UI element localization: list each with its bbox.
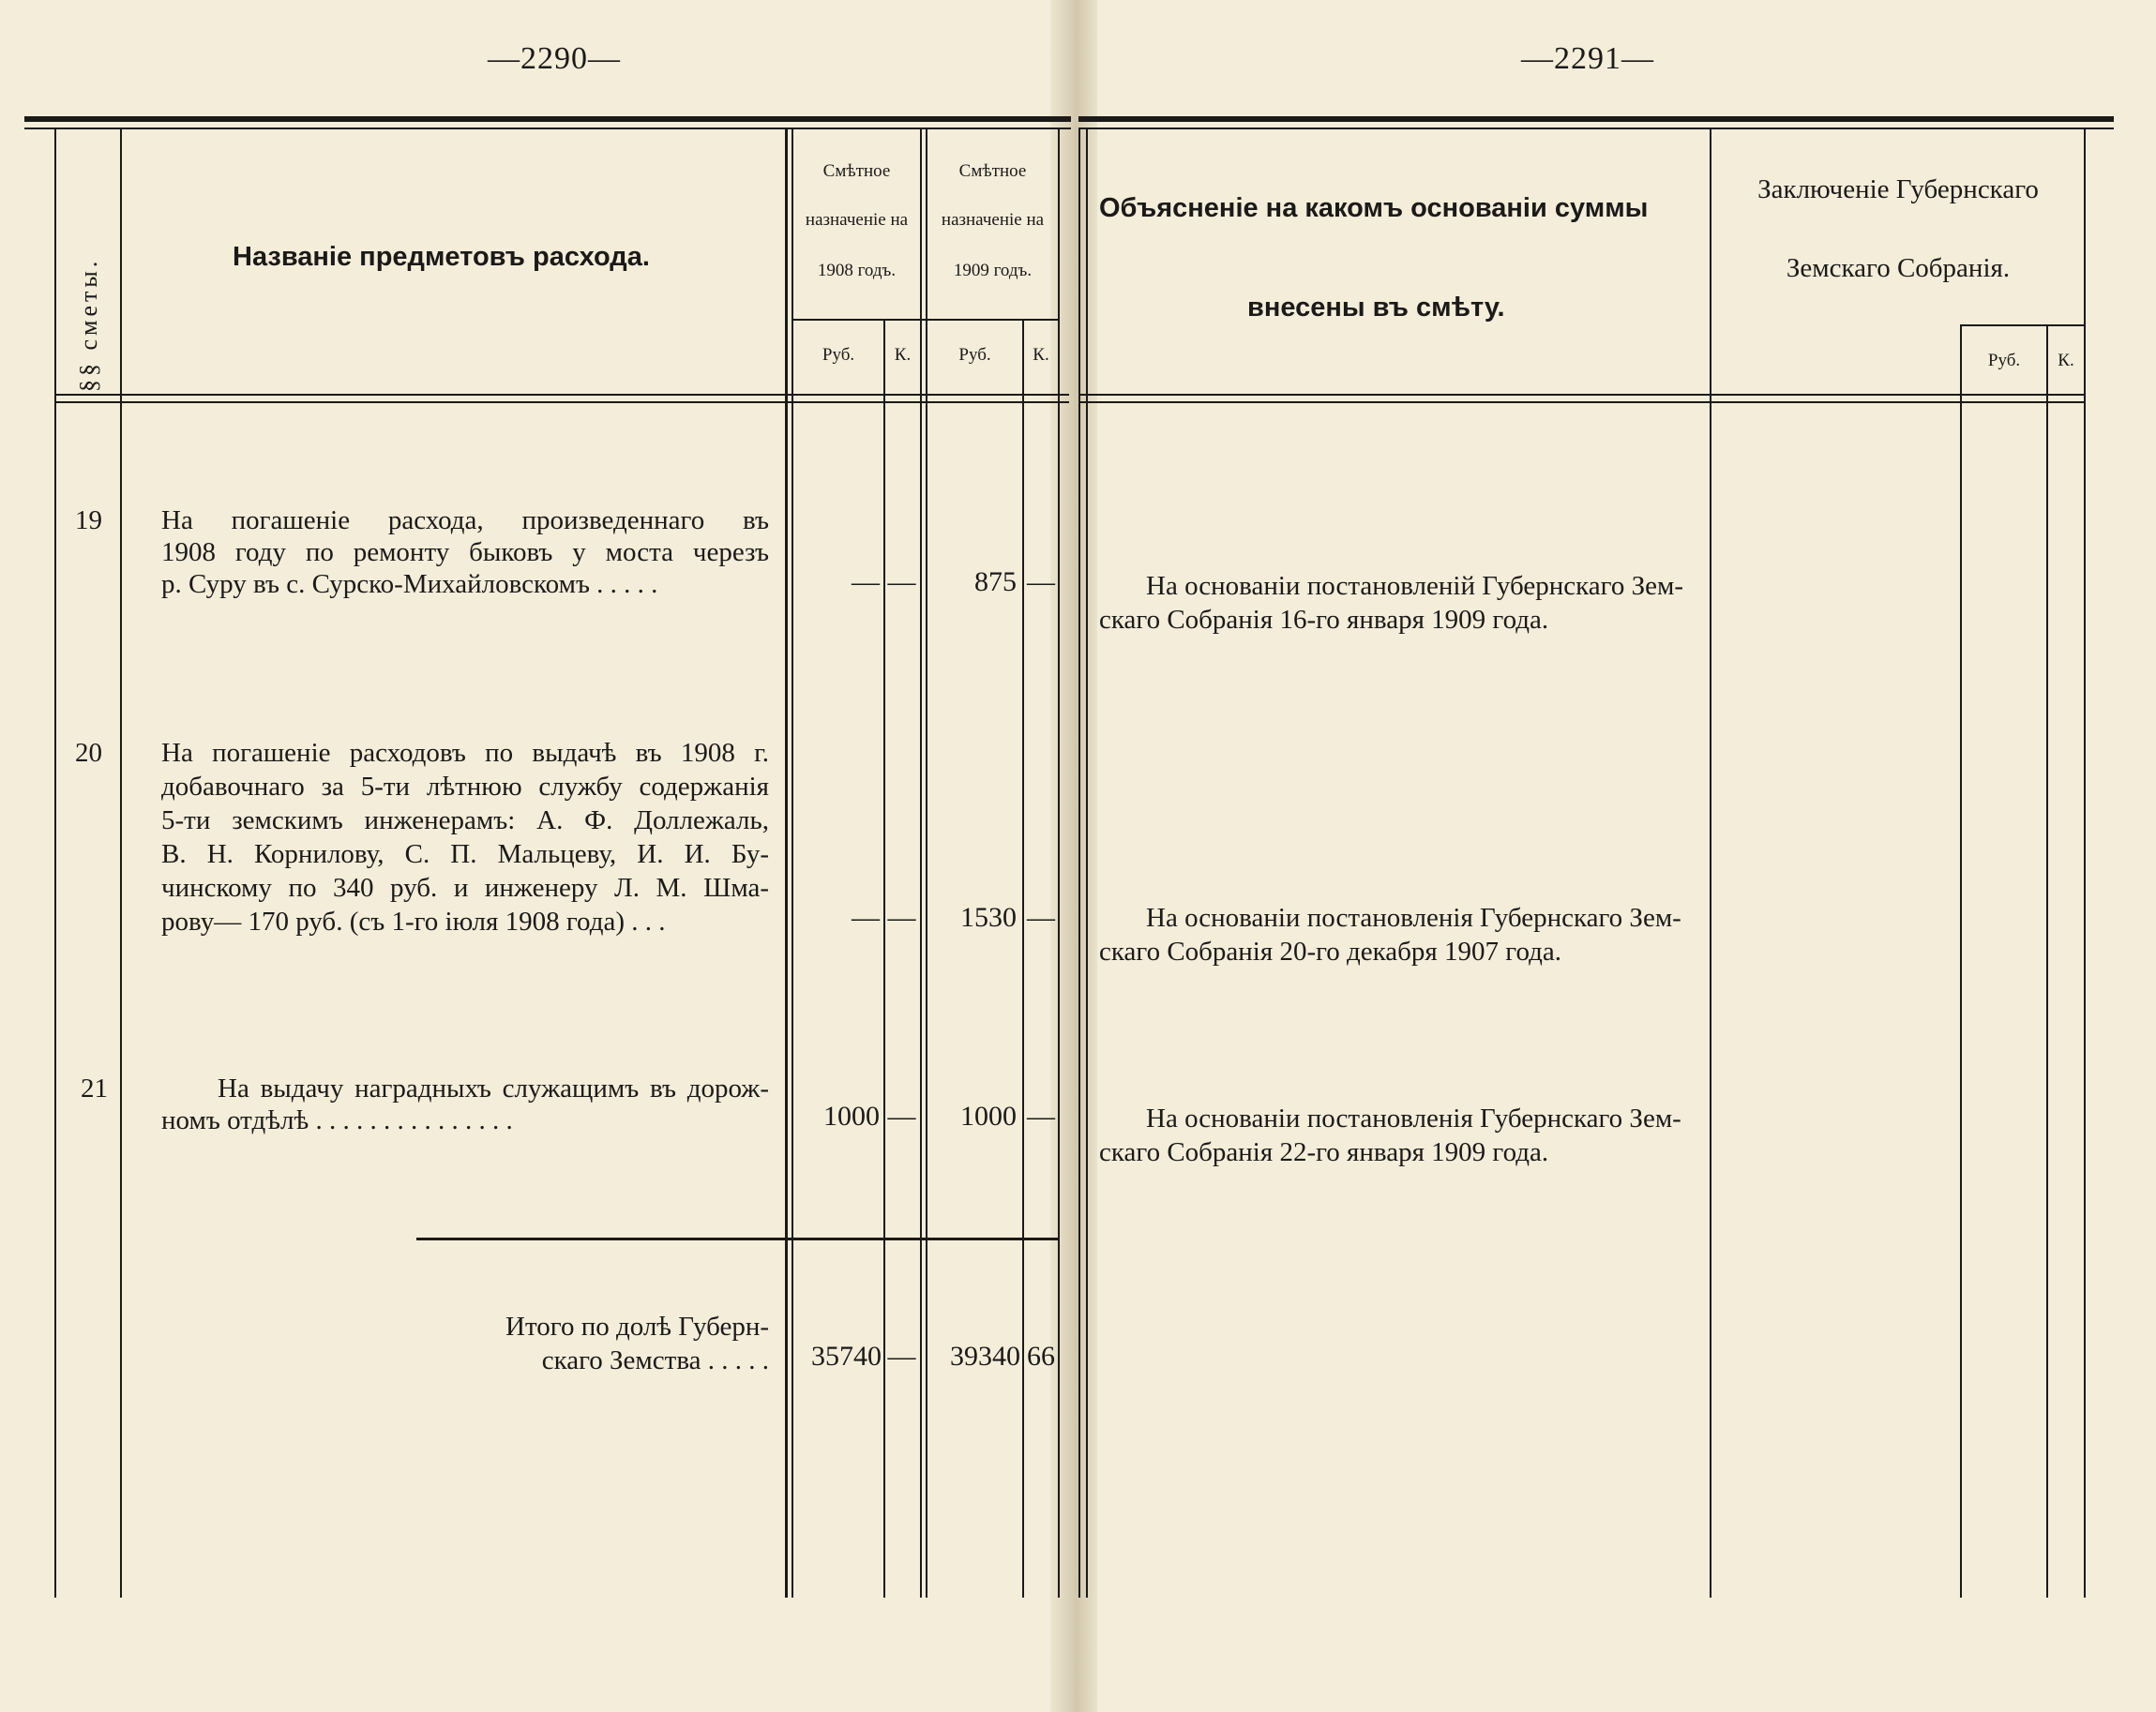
header-item-name: Названіе предметовъ расхода. — [233, 242, 650, 272]
left-header-rule — [54, 394, 1069, 396]
header-1908-line3: 1908 годъ. — [817, 261, 897, 280]
left-page-number: —2290— — [488, 41, 621, 76]
row-21-number: 21 — [81, 1074, 108, 1104]
total-kop-1908: — — [887, 1341, 916, 1372]
explanation-21-line2: скаго Собранія 22-го января 1909 года. — [1099, 1137, 1549, 1167]
header-1909-kop: К. — [1033, 345, 1049, 365]
row-21-line2: номъ отдѣлѣ . . . . . . . . . . . . . . . — [161, 1105, 513, 1135]
left-top-rule — [24, 116, 1071, 122]
row-20-line3: 5-ти земскимъ инженерамъ: А. Ф. Доллежаль, — [161, 805, 769, 835]
right-header-rule-2 — [1078, 401, 2086, 403]
row-20-rub-1909: 1530 — [960, 902, 1017, 933]
row-19-rub-1909: 875 — [974, 566, 1017, 597]
right-right-border — [2084, 128, 2086, 1598]
col-divider-1908 — [920, 128, 922, 1598]
col-divider-conclusion-rub — [1960, 324, 1962, 1598]
row-20-number: 20 — [75, 738, 102, 768]
explanation-21-line1: На основаніи постановленія Губернскаго Зем- — [1146, 1104, 1681, 1134]
header-conclusion-rub: Руб. — [1987, 351, 2021, 370]
col-divider-num — [120, 128, 122, 1598]
right-left-border-2 — [1086, 128, 1088, 1598]
row-19-line2: 1908 году по ремонту быковъ у моста черезъ — [161, 537, 769, 567]
header-1909-rub: Руб. — [958, 345, 991, 365]
left-header-rule-2 — [54, 401, 1069, 403]
total-line2: скаго Земства . . . . . — [541, 1345, 769, 1375]
col-divider-item — [785, 128, 788, 1598]
header-1909-line3: 1909 годъ. — [953, 261, 1033, 280]
right-header-rule — [1078, 394, 2086, 396]
col-divider-explanation — [1710, 128, 1711, 1598]
row-19-kop-1908: — — [887, 566, 916, 597]
right-top-rule — [1078, 116, 2114, 122]
row-20-line1: На погашеніе расходовъ по выдачѣ въ 1908 г. — [161, 738, 769, 768]
header-section: §§ сметы. — [75, 257, 102, 392]
row-21-kop-1908: — — [887, 1101, 916, 1132]
right-left-border — [1078, 128, 1080, 1598]
row-21-kop-1909: — — [1027, 1101, 1055, 1132]
explanation-19-line2: скаго Собранія 16-го января 1909 года. — [1099, 605, 1549, 635]
header-1908-line1: Смѣтное — [822, 161, 891, 181]
header-conclusion-line2: Земскаго Собранія. — [1786, 253, 2011, 283]
total-rub-1908: 35740 — [811, 1341, 882, 1372]
explanation-20-line2: скаго Собранія 20-го декабря 1907 года. — [1099, 937, 1561, 967]
row-19-number: 19 — [75, 505, 102, 535]
row-21-rub-1908: 1000 — [823, 1101, 880, 1132]
left-right-border — [1058, 128, 1060, 1598]
left-border — [54, 128, 56, 1598]
row-20-rub-1908: — — [852, 902, 880, 933]
header-1909-line2: назначеніе на — [941, 210, 1045, 230]
right-top-rule-thin — [1078, 128, 2114, 129]
total-rule — [416, 1238, 1060, 1240]
row-20-line6: рову— 170 руб. (съ 1-го іюля 1908 года) . . . — [161, 907, 666, 937]
right-page-number: —2291— — [1521, 41, 1654, 76]
row-20-line5: чинскому по 340 руб. и инженеру Л. М. Шма- — [161, 873, 769, 903]
row-19-line3: р. Суру въ с. Сурско-Михайловскомъ . . . . . — [161, 569, 658, 599]
total-kop-1909: 66 — [1027, 1341, 1055, 1372]
header-1908-line2: назначеніе на — [805, 210, 909, 230]
rub-kop-rule — [792, 319, 1059, 321]
header-explanation-line2: внесены въ смѣту. — [1247, 293, 1505, 323]
right-rub-kop-rule — [1960, 324, 2085, 326]
row-19-kop-1909: — — [1027, 566, 1055, 597]
header-explanation-line1: Объясненіе на какомъ основаніи суммы — [1099, 193, 1649, 223]
total-line1: Итого по долѣ Губерн- — [505, 1312, 769, 1342]
col-divider-conclusion-kop — [2046, 324, 2048, 1598]
explanation-20-line1: На основаніи постановленія Губернскаго Зем- — [1146, 903, 1681, 933]
explanation-19-line1: На основаніи постановленій Губернскаго Зем- — [1146, 571, 1684, 601]
header-1908-rub: Руб. — [822, 345, 855, 365]
left-top-rule-thin — [24, 128, 1071, 129]
header-1908-kop: К. — [894, 345, 912, 365]
header-1909-line1: Смѣтное — [958, 161, 1027, 181]
row-20-line4: В. Н. Корнилову, С. П. Мальцеву, И. И. Бу- — [161, 839, 769, 869]
col-divider-k1908 — [883, 319, 885, 1598]
row-21-rub-1909: 1000 — [960, 1101, 1017, 1132]
col-divider-k1909 — [1022, 319, 1024, 1598]
row-20-kop-1908: — — [887, 902, 916, 933]
row-21-line1: На выдачу наградныхъ служащимъ въ дорож- — [218, 1074, 769, 1104]
total-rub-1909: 39340 — [950, 1341, 1020, 1372]
row-20-line2: добавочнаго за 5-ти лѣтнюю службу содержанія — [161, 772, 769, 802]
header-conclusion-line1: Заключеніе Губернскаго — [1757, 174, 2039, 204]
row-19-line1: На погашеніе расхода, произведеннаго въ — [161, 505, 769, 535]
row-19-rub-1908: — — [852, 566, 880, 597]
row-20-kop-1909: — — [1027, 902, 1055, 933]
header-conclusion-kop: К. — [2058, 351, 2074, 370]
